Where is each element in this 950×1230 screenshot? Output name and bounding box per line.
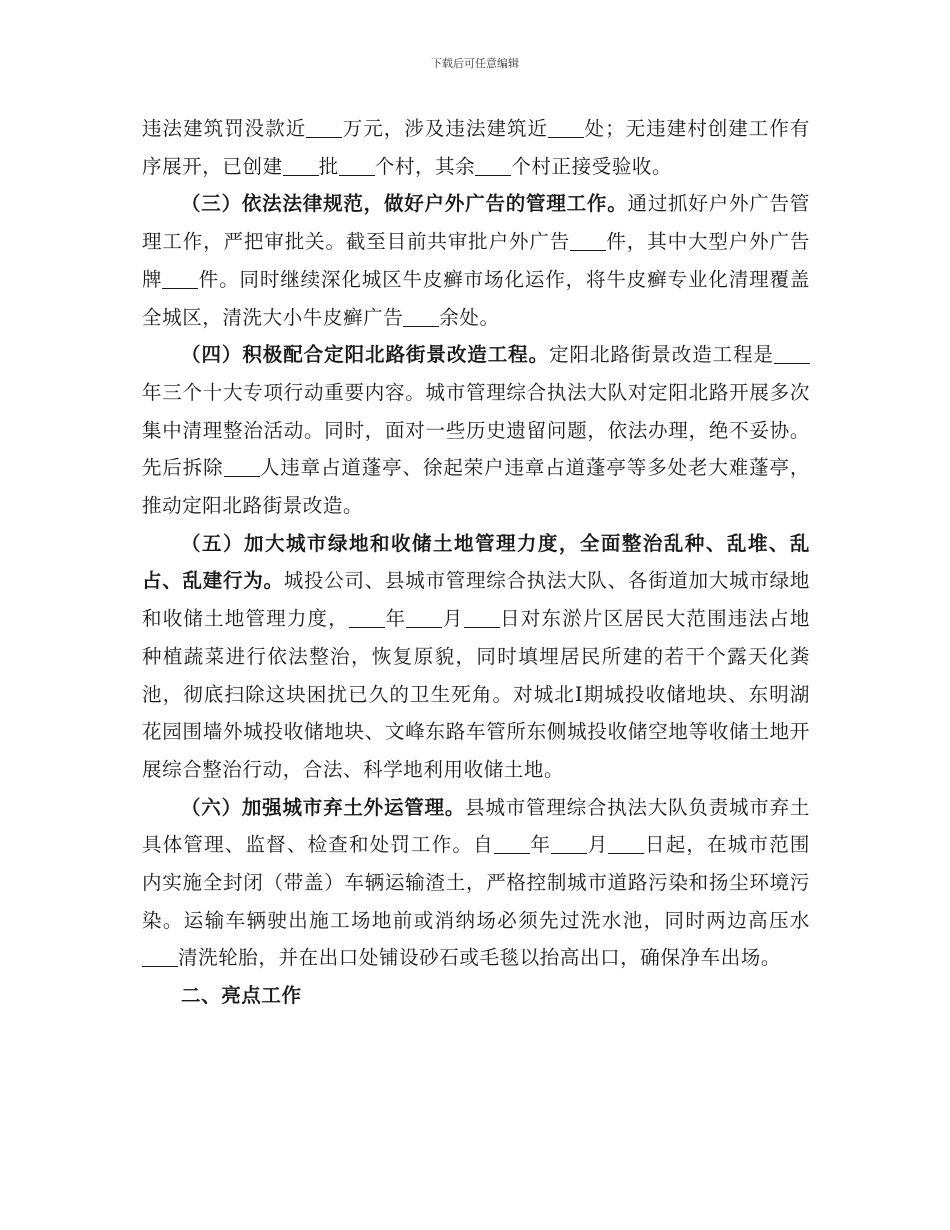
text-span: 件，其中大型户外广告牌 bbox=[142, 230, 810, 291]
text-span: 月 bbox=[442, 607, 464, 631]
fill-blank bbox=[283, 157, 319, 176]
fill-blank bbox=[570, 232, 606, 251]
text-span: 月 bbox=[587, 833, 609, 857]
paragraph-heading: （五）加大城市绿地和收储土地管理力度，全面整治乱种、乱堆、乱占、乱建行为。 bbox=[142, 531, 810, 593]
text-span: 个村正接受验收。 bbox=[511, 154, 673, 178]
text-span: 年 bbox=[384, 607, 407, 631]
text-span: 日起，在城市范围内实施全封闭（带盖）车辆运输渣土，严格控制城市道路污染和扬尘环境污染。运输车辆驶出施工场地前或消纳场必须先过洗水池，同时两边高压水 bbox=[142, 833, 810, 932]
text-span: 定阳北路街景改造工程是 bbox=[549, 343, 774, 367]
fill-blank bbox=[475, 157, 511, 176]
paragraph-heading: （四）积极配合定阳北路街景改造工程。 bbox=[181, 343, 550, 367]
text-span: 清洗轮胎，并在出口处铺设砂石或毛毯以抬高出口，确保净车出场。 bbox=[178, 946, 782, 970]
text-span: 件。同时继续深化城区牛皮癣市场化运作，将牛皮癣专业化清理覆盖全城区，清洗大小牛皮癣广告 bbox=[142, 267, 810, 329]
text-span: 年三个十大专项行动重要内容。城市管理综合执法大队对定阳北路开展多次集中清理整治活动。同时，面对一些历史遗留问题，依法办理，绝不妥协。先后拆除 bbox=[142, 380, 810, 480]
section-heading-highlights: 二、亮点工作 bbox=[181, 984, 302, 1008]
fill-blank bbox=[339, 157, 375, 176]
fill-blank bbox=[774, 345, 810, 364]
fill-blank bbox=[306, 119, 342, 138]
paragraph-waste-soil bbox=[142, 789, 810, 978]
fill-blank bbox=[162, 270, 198, 289]
fill-blank bbox=[494, 835, 530, 854]
text-span: 县城市管理综合执法大队负责城市弃土具体管理、监督、检查和处罚工作。自 bbox=[142, 795, 810, 857]
fill-blank bbox=[406, 609, 442, 628]
text-span: 违法建筑罚没款近 bbox=[142, 117, 307, 140]
fill-blank bbox=[224, 458, 260, 477]
text-span: 通过抓好户外广告管理工作，严把审批关。截至目前共审批户外广告 bbox=[142, 192, 811, 254]
text-span: 人违章占道蓬亭、徐起荣户违章占道蓬亭等多处老大难蓬亭，推动定阳北路街景改造。 bbox=[142, 456, 811, 518]
text-span: 余处。 bbox=[439, 305, 500, 329]
text-span: 处；无违建村创建工作有序展开，已创建 bbox=[142, 117, 810, 178]
text-span: 城投公司、县城市管理综合执法大队、各街道加大城市绿地和收储土地管理力度， bbox=[142, 569, 810, 631]
fill-blank bbox=[403, 308, 439, 327]
text-span: 万元，涉及违法建筑近 bbox=[342, 117, 549, 140]
fill-blank bbox=[551, 835, 587, 854]
text-span: 批 bbox=[318, 154, 339, 178]
fill-blank bbox=[608, 835, 644, 854]
paragraph-outdoor-ads bbox=[142, 185, 810, 336]
page-header: 下载后可任意编辑 bbox=[431, 57, 519, 70]
text-span: 个村，其余 bbox=[374, 154, 476, 178]
document-body bbox=[142, 110, 810, 1015]
fill-blank bbox=[142, 948, 178, 967]
fill-blank bbox=[548, 119, 584, 138]
paragraph-penalties bbox=[142, 110, 810, 185]
paragraph-street-renovation bbox=[142, 336, 810, 525]
paragraph-heading: （三）依法法律规范，做好户外广告的管理工作。 bbox=[181, 192, 628, 216]
text-span: 年 bbox=[529, 833, 552, 857]
text-span: 日对东淤片区居民大范围违法占地种植蔬菜进行依法整治，恢复原貌，同时填埋居民所建的若干个露天化粪池，彻底扫除这块困扰已久的卫生死角。对城北Ⅰ期城投收储地块、东明湖花园围墙外城投收储地块、文峰东路车管所东侧城投收储空地等收储土地开展综合整治行动，合法、科学地利用收储土地。 bbox=[142, 607, 810, 781]
fill-blank bbox=[349, 609, 385, 628]
fill-blank bbox=[464, 609, 500, 628]
paragraph-green-land bbox=[142, 525, 810, 789]
paragraph-heading: （六）加强城市弃土外运管理。 bbox=[181, 795, 466, 819]
